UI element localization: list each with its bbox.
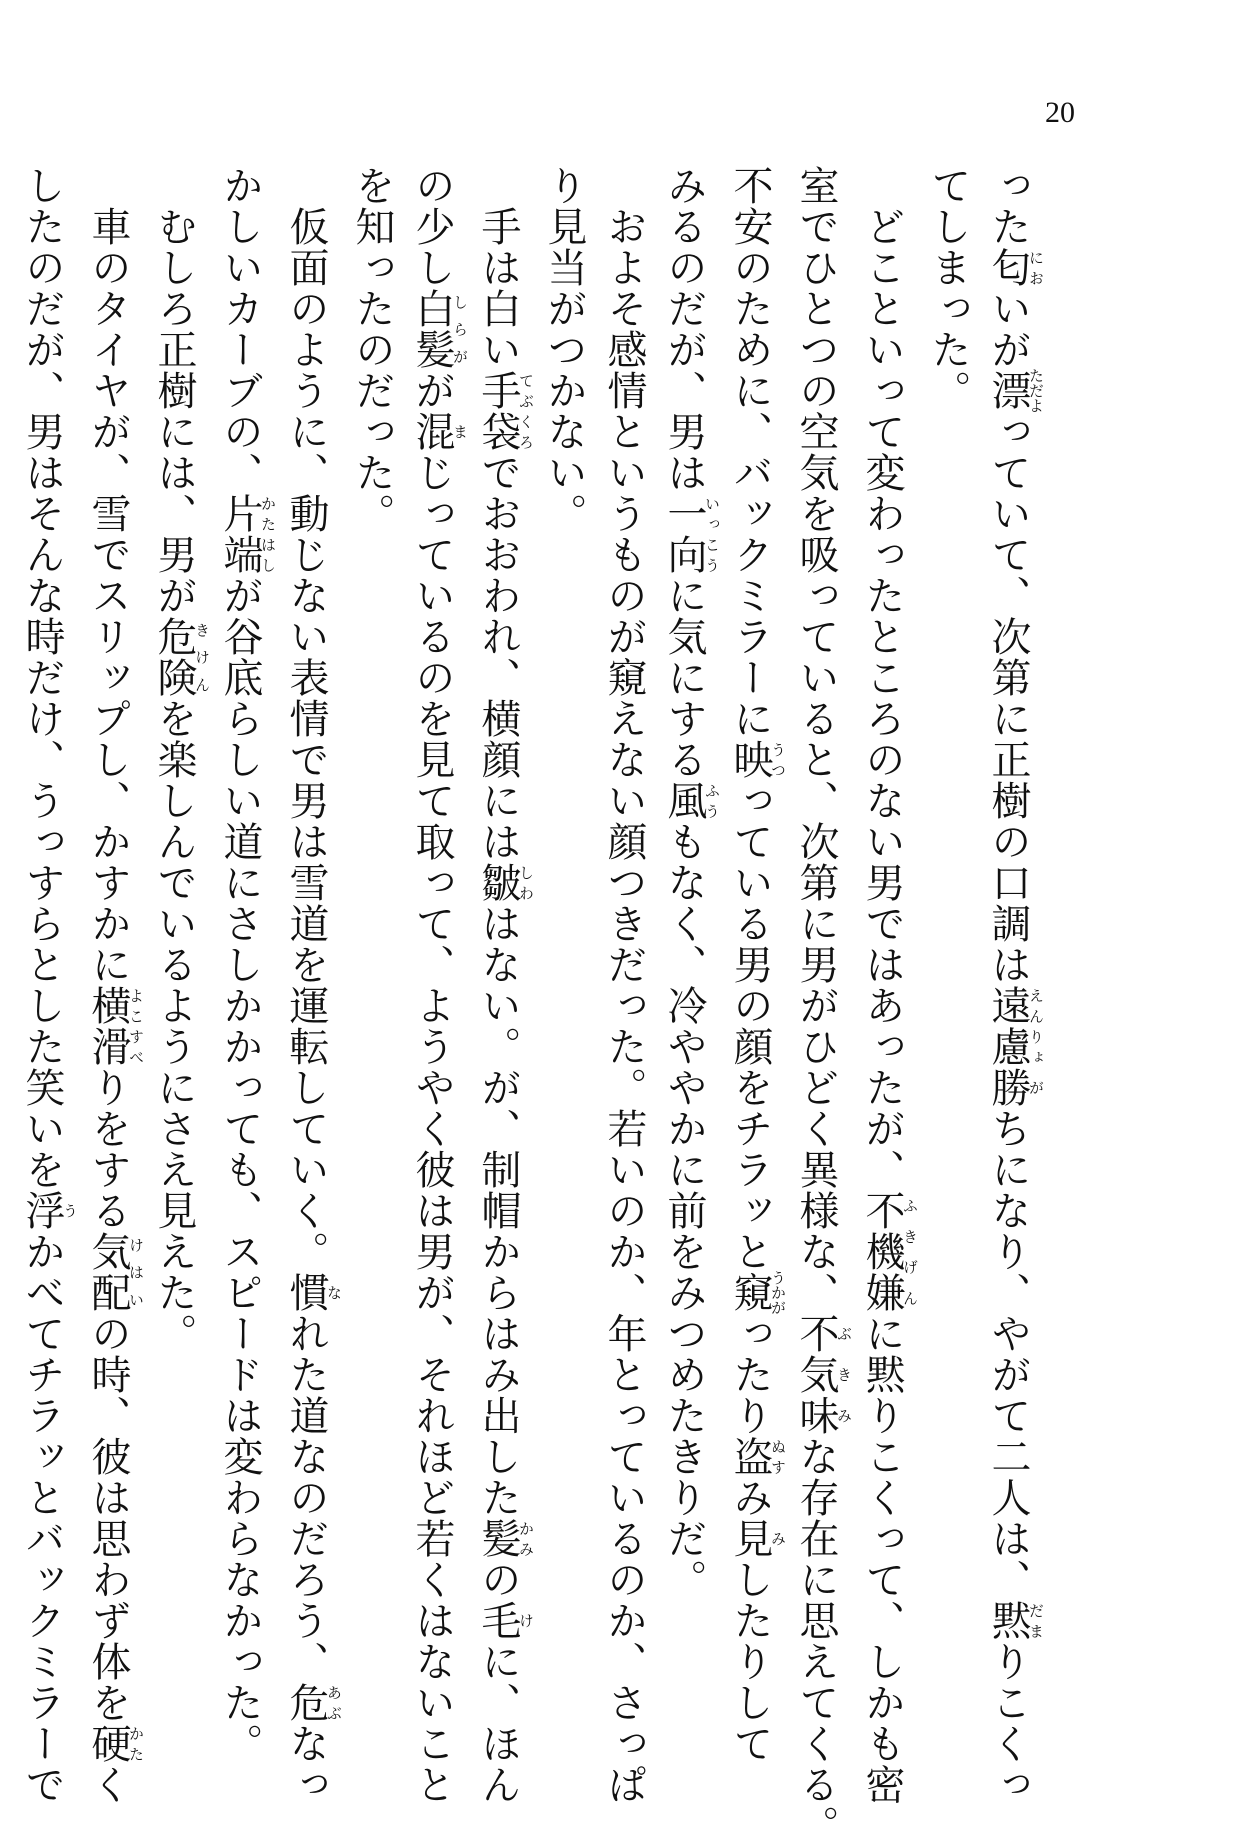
text-run: 不安のために、バックミラーに xyxy=(727,165,773,739)
furigana-word: 映うつ xyxy=(727,739,787,780)
body-text xyxy=(12,165,1045,1846)
text-line xyxy=(402,165,469,1805)
furigana-word: 窺うかが xyxy=(727,1270,787,1315)
furigana-reading: しわ xyxy=(517,862,535,903)
furigana-reading: ま xyxy=(451,411,469,452)
furigana-reading: う xyxy=(61,1190,79,1231)
furigana-reading: ふきげん xyxy=(901,1190,919,1313)
text-run: った xyxy=(985,165,1031,247)
text-line xyxy=(978,165,1045,1805)
furigana-word: 皺しわ xyxy=(475,862,535,903)
text-run: っていて、次第に正樹の口調は xyxy=(985,411,1031,985)
furigana-word: 遠慮えんりょ xyxy=(985,985,1045,1067)
furigana-reading: かた xyxy=(127,1723,145,1764)
furigana-word: 気配けはい xyxy=(85,1231,145,1313)
text-run: が谷底らしい道にさしかかっても、スピードは変わらなかった。 xyxy=(217,575,263,1764)
text-run: の少し xyxy=(409,165,455,288)
furigana-reading: うつ xyxy=(769,739,787,780)
text-run: てしまった。 xyxy=(925,165,971,411)
text-line xyxy=(720,165,787,1764)
furigana-word: 横滑よこすべ xyxy=(85,985,145,1067)
furigana-word: 見み xyxy=(727,1518,787,1559)
furigana-word: 勝が xyxy=(985,1067,1045,1108)
text-run: したのだが、男はそんな時だけ、うっすらとした笑いを xyxy=(19,165,65,1190)
text-line xyxy=(654,165,720,1635)
furigana-word: 混ま xyxy=(409,411,469,452)
text-run: もなく、冷ややかに前をみつめたきりだ。 xyxy=(661,821,707,1600)
furigana-word: 不気味ぶきみ xyxy=(793,1313,853,1436)
text-line xyxy=(78,165,145,1805)
text-line xyxy=(534,165,594,1635)
furigana-reading: にお xyxy=(1027,247,1045,288)
furigana-word: 危険きけん xyxy=(151,616,211,698)
text-run: したりして xyxy=(727,1559,773,1764)
text-run: に、ほん xyxy=(475,1641,521,1805)
furigana-reading: けはい xyxy=(127,1231,145,1313)
furigana-reading: み xyxy=(769,1518,787,1559)
text-run: を知ったのだった。 xyxy=(349,165,395,534)
text-run: かべてチラッとバックミラーで xyxy=(19,1231,65,1805)
furigana-word: 漂ただよ xyxy=(985,368,1045,413)
page-number: 20 xyxy=(1045,96,1075,129)
text-run: はない。が、制帽からはみ出した xyxy=(475,903,521,1518)
text-line xyxy=(342,165,402,1635)
text-line xyxy=(12,165,79,1805)
text-run: を楽しんでいるようにさえ見えた。 xyxy=(151,698,197,1354)
furigana-reading: だま xyxy=(1027,1600,1045,1641)
text-run: の時、彼は思わず体を xyxy=(85,1313,131,1723)
furigana-reading: ただよ xyxy=(1027,368,1045,413)
text-line xyxy=(144,165,210,1635)
text-run: に黙りこくって、しかも密 xyxy=(859,1313,905,1805)
furigana-word: 一向いっこう xyxy=(661,493,721,575)
furigana-reading: いっこう xyxy=(703,493,721,575)
furigana-reading: ふう xyxy=(703,780,721,821)
text-run: な存在に思えてくる。 xyxy=(793,1436,839,1846)
text-line xyxy=(276,165,343,1805)
text-run: く xyxy=(85,1764,131,1805)
furigana-reading: てぶくろ xyxy=(517,370,535,452)
furigana-word: 盗ぬす xyxy=(727,1436,787,1477)
text-run: の xyxy=(475,1559,521,1600)
furigana-reading: かみ xyxy=(517,1518,535,1559)
text-run: 車のタイヤが、雪でスリップし、かすかに xyxy=(85,165,131,985)
text-run: りをする xyxy=(85,1067,131,1231)
furigana-word: 不機嫌ふきげん xyxy=(859,1190,919,1313)
text-run: およそ感情というものが窺えない顔つきだった。若いのか、年とっているのか、さっぱ xyxy=(601,165,647,1805)
furigana-word: 硬かた xyxy=(85,1723,145,1764)
furigana-word: 危あぶ xyxy=(283,1682,343,1723)
text-line xyxy=(210,165,277,1764)
furigana-reading: きけん xyxy=(193,616,211,698)
text-line xyxy=(786,165,853,1846)
furigana-word: 毛け xyxy=(475,1600,535,1641)
furigana-word: 黙だま xyxy=(985,1600,1045,1641)
furigana-reading: しらが xyxy=(451,288,469,370)
text-run: れた道なのだろう、 xyxy=(283,1313,329,1682)
text-run: どこといって変わったところのない男ではあったが、 xyxy=(859,165,905,1190)
text-run: 仮面のように、動じない表情で男は雪道を運転していく。 xyxy=(283,165,329,1272)
furigana-word: 髪かみ xyxy=(475,1518,535,1559)
text-run: なっ xyxy=(283,1723,329,1805)
furigana-reading: かたはし xyxy=(259,493,277,575)
furigana-word: 匂にお xyxy=(985,247,1045,288)
furigana-reading: えんりょ xyxy=(1027,985,1045,1067)
text-run: じっているのを見て取って、ようやく彼は男が、それほど若くはないこと xyxy=(409,452,455,1805)
furigana-word: 片端かたはし xyxy=(217,493,277,575)
text-run: みるのだが、男は xyxy=(661,165,707,493)
text-line xyxy=(918,165,978,1635)
text-line xyxy=(468,165,535,1805)
furigana-word: 慣な xyxy=(283,1272,343,1313)
furigana-reading: な xyxy=(325,1272,343,1313)
furigana-word: 手袋てぶくろ xyxy=(475,370,535,452)
furigana-reading: あぶ xyxy=(325,1682,343,1723)
text-line xyxy=(594,165,654,1805)
text-run: 手は白い xyxy=(475,165,521,370)
furigana-word: 白髪しらが xyxy=(409,288,469,370)
text-run: むしろ正樹には、男が xyxy=(151,165,197,616)
text-line xyxy=(852,165,919,1805)
text-run: が xyxy=(409,370,455,411)
furigana-reading: うかが xyxy=(769,1270,787,1315)
text-run: かしいカーブの、 xyxy=(217,165,263,493)
furigana-reading: が xyxy=(1027,1067,1045,1108)
furigana-reading: ぶきみ xyxy=(835,1313,853,1436)
text-run: いが xyxy=(985,288,1031,370)
text-run: っている男の顔をチラッと xyxy=(727,780,773,1272)
text-run: み xyxy=(727,1477,773,1518)
text-run: ったり xyxy=(727,1313,773,1436)
furigana-word: 浮う xyxy=(19,1190,79,1231)
furigana-reading: よこすべ xyxy=(127,985,145,1067)
furigana-reading: ぬす xyxy=(769,1436,787,1477)
text-run: でおおわれ、横顔には xyxy=(475,452,521,862)
text-run: ちになり、やがて二人は、 xyxy=(985,1108,1031,1600)
text-run: り見当がつかない。 xyxy=(541,165,587,534)
furigana-reading: け xyxy=(517,1600,535,1641)
text-run: りこくっ xyxy=(985,1641,1031,1805)
text-run: 室でひとつの空気を吸っていると、次第に男がひどく異様な、 xyxy=(793,165,839,1313)
furigana-word: 風ふう xyxy=(661,780,721,821)
text-run: に気にする xyxy=(661,575,707,780)
